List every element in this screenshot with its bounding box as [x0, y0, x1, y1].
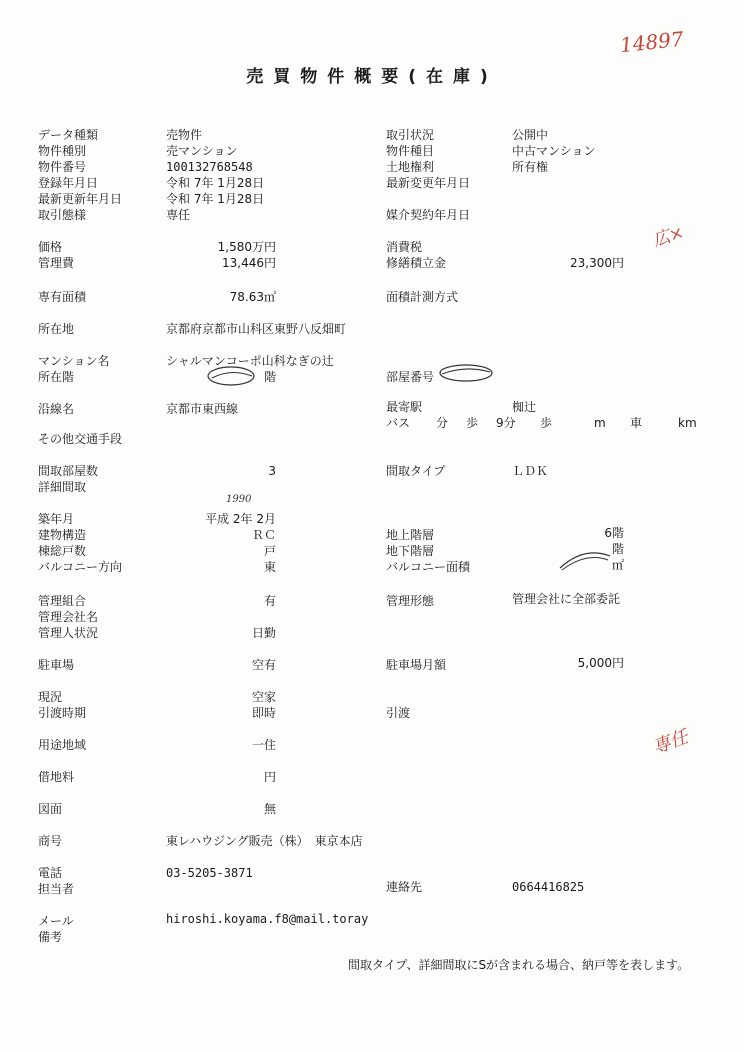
- label-land-right: 土地権利: [386, 160, 435, 174]
- value-property-class: 売マンション: [166, 144, 238, 158]
- handwritten-number: 14897: [618, 26, 685, 58]
- value-phone: 03-5205-3871: [166, 866, 253, 880]
- value-repair-fund: 23,300円: [570, 256, 624, 270]
- label-property-item: 物件種目: [386, 144, 435, 158]
- label-deal-status: 取引状況: [386, 128, 435, 142]
- value-upd-date: 令和 7年 1月28日: [166, 192, 265, 206]
- label-contact: 連絡先: [386, 880, 423, 894]
- value-handover-time: 即時: [251, 706, 276, 720]
- walk-label: 歩: [466, 416, 479, 430]
- label-room-no: 部屋番号: [386, 370, 435, 384]
- label-manager-status: 管理人状況: [38, 626, 99, 640]
- label-room-detail: 詳細間取: [38, 480, 87, 494]
- value-line: 京都市東西線: [166, 402, 239, 416]
- label-mgmt-company: 管理会社名: [38, 610, 99, 624]
- value-manager-status: 日勤: [251, 626, 276, 640]
- label-layout-type: 間取タイプ: [386, 464, 446, 478]
- label-floor: 所在階: [38, 370, 75, 384]
- label-data-type: データ種類: [38, 128, 99, 142]
- value-balcony-area: ㎡: [611, 558, 624, 572]
- label-staff: 担当者: [38, 882, 75, 896]
- label-area: 専有面積: [38, 290, 87, 304]
- value-mgmt-fee: 13,446円: [222, 256, 276, 270]
- handwritten-mark: 専任: [650, 726, 692, 759]
- label-balcony-dir: バルコニー方向: [38, 560, 123, 574]
- value-address: 京都府京都市山科区東野八反畑町: [166, 322, 347, 336]
- label-property-no: 物件番号: [38, 160, 87, 174]
- car-km-unit: km: [678, 416, 697, 430]
- label-rooms: 間取部屋数: [38, 464, 99, 478]
- label-deal-mode: 取引態様: [38, 208, 87, 222]
- value-mansion-name: シャルマンコーポ山科なぎの辻: [166, 354, 334, 368]
- label-company: 商号: [38, 834, 63, 848]
- value-deal-status: 公開中: [512, 128, 549, 142]
- label-contract-date: 媒介契約年月日: [386, 208, 471, 222]
- value-mgmt-union: 有: [263, 594, 276, 608]
- walk-minutes: 9分: [496, 416, 516, 430]
- value-station: 椥辻: [512, 400, 537, 414]
- label-line: 沿線名: [38, 402, 75, 416]
- label-station: 最寄駅: [386, 400, 423, 414]
- walk-label-2: 歩: [540, 416, 553, 430]
- label-land-rent: 借地料: [38, 770, 75, 784]
- label-remarks: 備考: [38, 930, 63, 944]
- car-label: 車: [630, 416, 643, 430]
- label-parking: 駐車場: [38, 658, 75, 672]
- label-mgmt-form: 管理形態: [386, 594, 435, 608]
- walk-meters-unit: m: [594, 416, 606, 430]
- value-zoning: 一住: [251, 738, 276, 752]
- value-drawing: 無: [263, 802, 276, 816]
- label-handover-time: 引渡時期: [38, 706, 87, 720]
- label-upd-date: 最新更新年月日: [38, 192, 123, 206]
- value-mgmt-form: 管理会社に全部委託: [512, 592, 621, 606]
- label-parking-fee: 駐車場月額: [386, 658, 447, 672]
- label-price: 価格: [38, 240, 63, 254]
- label-repair-fund: 修繕積立金: [386, 256, 447, 270]
- value-structure: ＲＣ: [251, 528, 276, 542]
- value-land-rent: 円: [263, 770, 276, 784]
- footer-note: 間取タイプ、詳細間取にSが含まれる場合、納戸等を表します。: [348, 958, 690, 972]
- value-balcony-dir: 東: [263, 560, 276, 574]
- value-email: hiroshi.koyama.f8@mail.toray: [166, 912, 369, 926]
- value-built: 平成 2年 2月: [205, 512, 276, 526]
- label-handover: 引渡: [386, 706, 411, 720]
- value-layout-type: ＬＤＫ: [512, 464, 549, 478]
- value-total-units: 戸: [263, 544, 276, 558]
- label-total-units: 棟総戸数: [38, 544, 87, 558]
- handwritten-year: 1990: [226, 494, 252, 505]
- label-built: 築年月: [38, 512, 75, 526]
- redaction-scribble: [438, 362, 494, 384]
- label-below-floors: 地下階層: [386, 544, 435, 558]
- label-current: 現況: [38, 690, 63, 704]
- label-other-transport: その他交通手段: [38, 432, 123, 446]
- label-area-method: 面積計測方式: [386, 290, 459, 304]
- label-address: 所在地: [38, 322, 75, 336]
- value-property-item: 中古マンション: [512, 144, 596, 158]
- value-land-right: 所有権: [512, 160, 549, 174]
- value-reg-date: 令和 7年 1月28日: [166, 176, 265, 190]
- value-floor: 階: [263, 370, 276, 384]
- value-above-floors: 6階: [604, 526, 624, 540]
- value-rooms: 3: [268, 464, 276, 478]
- label-change-date: 最新変更年月日: [386, 176, 471, 190]
- label-phone: 電話: [38, 866, 63, 880]
- value-price: 1,580万円: [217, 240, 276, 254]
- label-drawing: 図面: [38, 802, 63, 816]
- label-mansion-name: マンション名: [38, 354, 110, 368]
- value-below-floors: 階: [611, 542, 624, 556]
- label-above-floors: 地上階層: [386, 528, 435, 542]
- handwritten-mark: 広×: [650, 222, 687, 252]
- value-parking-fee: 5,000円: [577, 656, 624, 670]
- bus-minutes-unit: 分: [436, 416, 449, 430]
- label-balcony-area: バルコニー面積: [386, 560, 471, 574]
- label-property-class: 物件種別: [38, 144, 87, 158]
- value-company: 東レハウジング販売（株） 東京本店: [166, 834, 363, 848]
- value-area: 78.63㎡: [229, 290, 276, 304]
- value-data-type: 売物件: [166, 128, 203, 142]
- label-reg-date: 登録年月日: [38, 176, 99, 190]
- value-parking: 空有: [251, 658, 276, 672]
- label-email: メール: [38, 914, 74, 928]
- label-tax: 消費税: [386, 240, 423, 254]
- bus-label: バス: [386, 416, 411, 430]
- label-structure: 建物構造: [38, 528, 87, 542]
- value-contact: 0664416825: [512, 880, 585, 894]
- page-title: 売買物件概要(在庫): [246, 67, 498, 87]
- label-mgmt-fee: 管理費: [38, 256, 75, 270]
- label-mgmt-union: 管理組合: [38, 594, 87, 608]
- value-current: 空家: [251, 690, 276, 704]
- label-zoning: 用途地域: [38, 738, 87, 752]
- value-property-no: 100132768548: [166, 160, 253, 174]
- value-deal-mode: 専任: [166, 208, 191, 222]
